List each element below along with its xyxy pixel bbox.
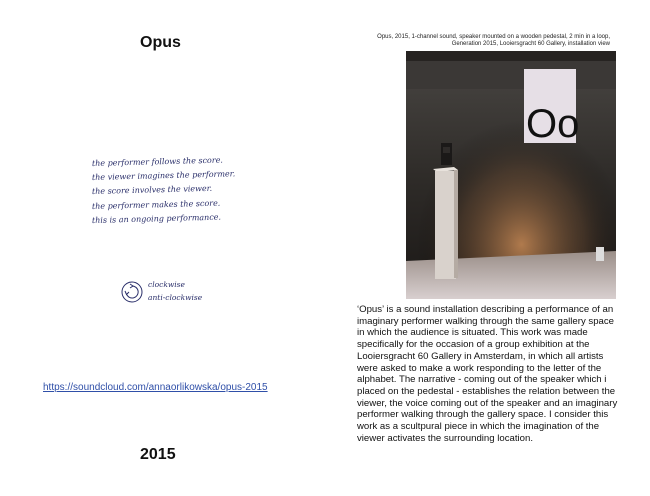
caption-line: Generation 2015, Looiersgracht 60 Gallery, installation view (451, 41, 610, 48)
handwriting-line: the viewer imagines the performer. (91, 169, 236, 183)
anticlockwise-label: anti-clockwise (148, 293, 203, 302)
clockwise-label: clockwise (148, 280, 185, 289)
installation-photo (406, 51, 616, 299)
photo-caption (340, 34, 610, 49)
soundcloud-link[interactable]: https://soundcloud.com/annaorlikowska/opus-2015 (43, 382, 268, 393)
handwriting-line: this is an ongoing performance. (91, 212, 222, 225)
circular-arrows-icon (118, 278, 146, 306)
year-label: 2015 (140, 446, 176, 463)
caption-line: Opus, 2015, 1-channel sound, speaker mounted on a wooden pedestal, 2 min in a loop, (377, 34, 610, 40)
direction-diagram (118, 277, 228, 307)
handwriting-line: the score involves the viewer. (91, 184, 213, 197)
poster-letters: Oo (526, 102, 580, 146)
handwriting-line: the performer follows the score. (91, 155, 224, 168)
handwriting-line: the performer makes the score. (91, 198, 221, 211)
handwritten-score (92, 157, 282, 228)
description-text: ‘Opus’ is a sound installation describing a performance of an imaginary performer walking through the same gallery space in which the audience is situated. This work was made specifically for the occasion of a group exhibition at the Looiersgracht 60 Gallery in Amsterdam, in which all artists were asked to make a work responding to the letter of the alphabet. The narrative - coming out of the speaker which i placed on the pedestal - establishes the relation between the viewer, the voice coming out of the speaker and an imaginary performer walking through the gallery space. I consider this work as a scultpural piece in which the imagination of the viewer activates the surrounding location. (357, 304, 618, 444)
page-title: Opus (140, 34, 181, 51)
